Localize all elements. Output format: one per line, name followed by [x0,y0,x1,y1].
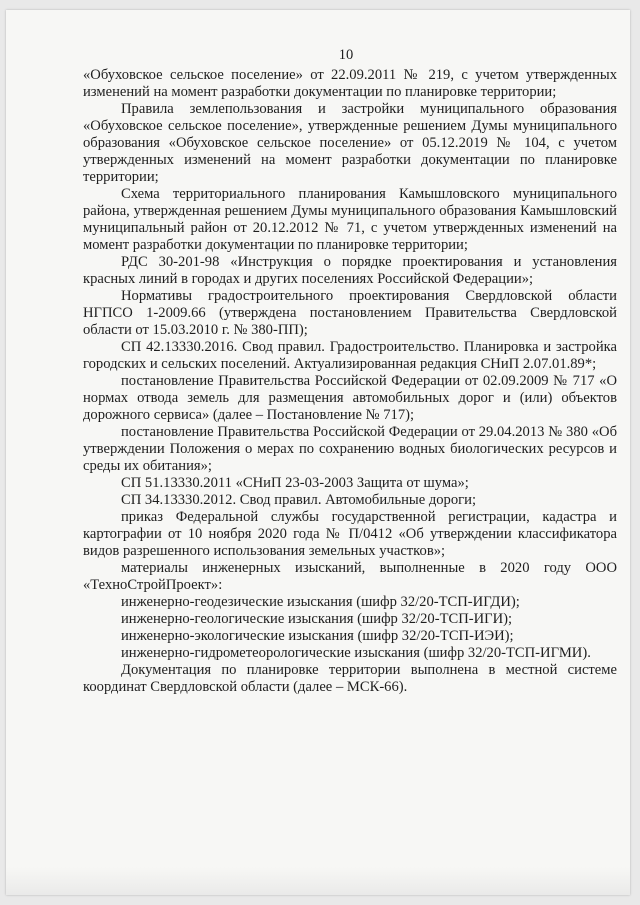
list-item: инженерно-гидрометеорологические изыскания (шифр 32/20-ТСП-ИГМИ). [121,645,591,661]
paragraph: Нормативы градостроительного проектирования Свердловской области НГПСО 1-2009.66 (утверждена постановлением Правительства Свердловской области от 15.03.2010 г. № 380-ПП); [83,288,617,338]
paragraph: приказ Федеральной службы государственной регистрации, кадастра и картографии от 10 ноября 2020 года № П/0412 «Об утверждении классификатора видов разрешенного использования земельных участков»; [83,509,617,559]
page-number: 10 [338,47,354,63]
paragraph: СП 42.13330.2016. Свод правил. Градостроительство. Планировка и застройка городских и сельских поселений. Актуализированная редакция СНиП 2.07.01.89*; [83,339,617,372]
list-item: инженерно-экологические изыскания (шифр 32/20-ТСП-ИЭИ); [121,628,514,644]
paragraph: Правила землепользования и застройки муниципального образования «Обуховское сельское поселение», утвержденные решением Думы муниципального образования «Обуховское сельское поселение» от 05.12.2019 № 104, с учетом утвержденных изменений на момент разработки документации по планировке территории; [83,101,617,185]
paragraph: Схема территориального планирования Камышловского муниципального района, утвержденная решением Думы муниципального образования Камышловский муниципальный район от 20.12.2012 № 71, с учетом утвержденных изменений на момент разработки документации по планировке территории; [83,186,617,253]
paragraph: постановление Правительства Российской Федерации от 29.04.2013 № 380 «Об утверждении Положения о мерах по сохранению водных биологических ресурсов и среды их обитания»; [83,424,617,474]
scan-shadow [6,867,630,895]
paragraph: «Обуховское сельское поселение» от 22.09.2011 № 219, с учетом утвержденных изменений на момент разработки документации по планировке территории; [83,67,617,100]
document-page [6,10,630,895]
list-item: инженерно-геологические изыскания (шифр 32/20-ТСП-ИГИ); [121,611,513,627]
page-body [83,67,617,696]
closing-paragraph: Документация по планировке территории выполнена в местной системе координат Свердловской области (далее – МСК-66). [83,662,617,695]
paragraph: СП 51.13330.2011 «СНиП 23-03-2003 Защита от шума»; [121,475,469,491]
paragraph: постановление Правительства Российской Федерации от 02.09.2009 № 717 «О нормах отвода земель для размещения автомобильных дорог и (или) объектов дорожного сервиса» (далее – Постановление № 717); [83,373,617,423]
paragraph: СП 34.13330.2012. Свод правил. Автомобильные дороги; [121,492,477,508]
paragraph: РДС 30-201-98 «Инструкция о порядке проектирования и установления красных линий в городах и других поселениях Российской Федерации»; [83,254,617,287]
paragraph: материалы инженерных изысканий, выполненные в 2020 году ООО «ТехноСтройПроект»: [83,560,617,593]
list-item: инженерно-геодезические изыскания (шифр 32/20-ТСП-ИГДИ); [121,594,520,610]
